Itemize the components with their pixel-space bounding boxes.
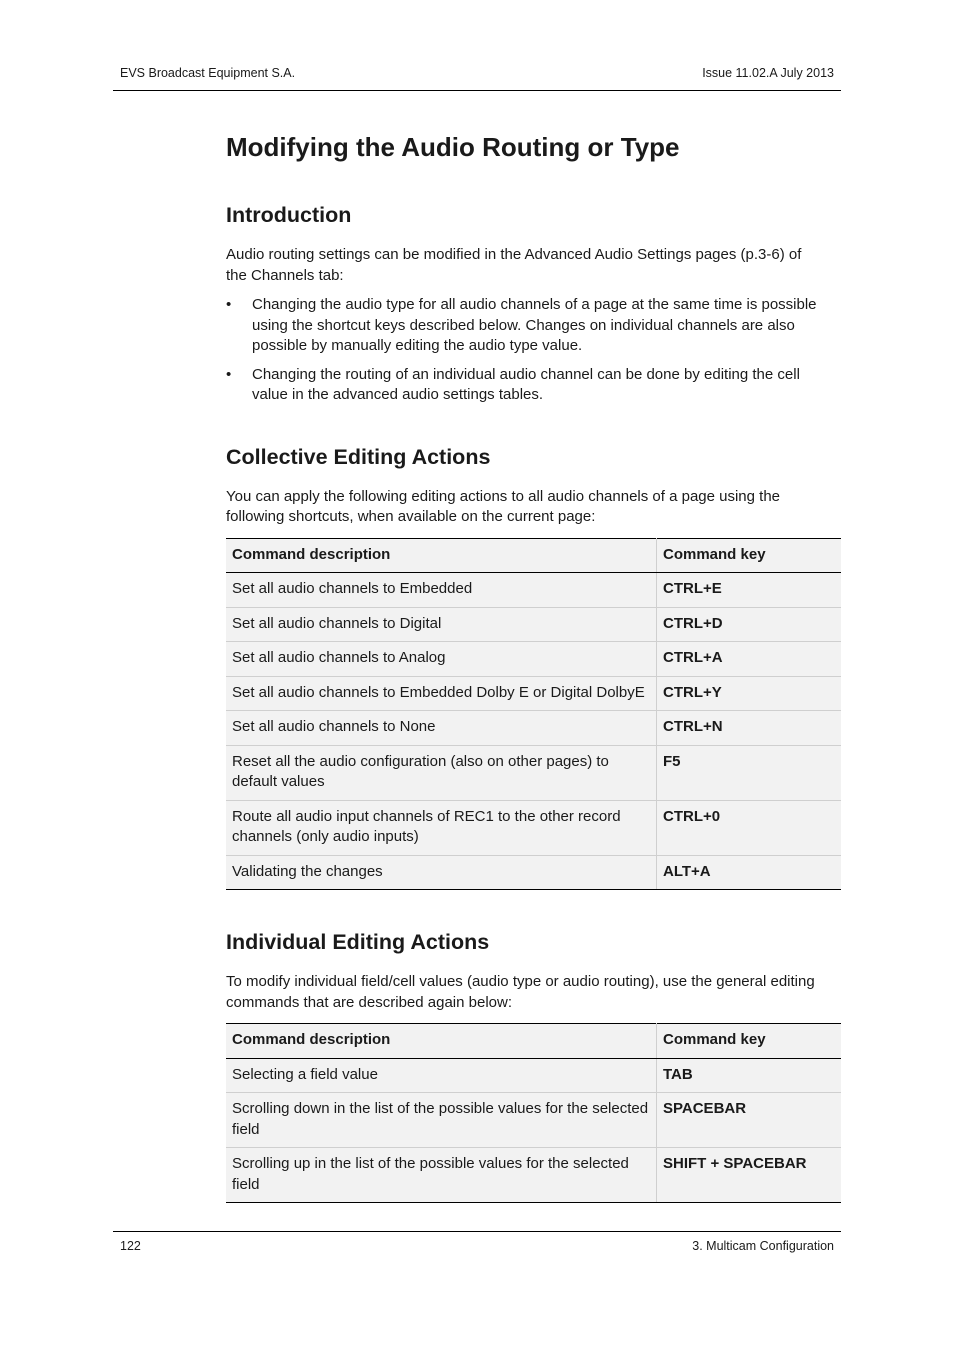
collective-shortcuts-table xyxy=(226,538,841,891)
intro-paragraph: Audio routing settings can be modified in the Advanced Audio Settings pages (p.3-6) of the Channels tab: xyxy=(226,246,802,284)
command-description: Scrolling down in the list of the possible values for the selected field xyxy=(226,1093,657,1148)
command-description: Reset all the audio configuration (also on other pages) to default values xyxy=(226,745,657,800)
command-key: CTRL+A xyxy=(657,642,842,677)
page-number: 122 xyxy=(120,1239,141,1253)
command-description: Route all audio input channels of REC1 to the other record channels (only audio inputs) xyxy=(226,800,657,855)
list-item xyxy=(226,365,832,406)
table-header-row xyxy=(226,538,841,573)
header-company: EVS Broadcast Equipment S.A. xyxy=(120,66,296,80)
command-key: TAB xyxy=(657,1058,842,1093)
page-header xyxy=(113,60,841,91)
column-header-description: Command description xyxy=(226,1024,657,1059)
header-issue: Issue 11.02.A July 2013 xyxy=(702,66,834,80)
command-key: CTRL+D xyxy=(657,607,842,642)
command-key: CTRL+N xyxy=(657,711,842,746)
table-row xyxy=(226,745,841,800)
table-row xyxy=(226,607,841,642)
page-title: Modifying the Audio Routing or Type xyxy=(226,132,680,162)
command-description: Validating the changes xyxy=(226,855,657,890)
command-key: ALT+A xyxy=(657,855,842,890)
bullet-text: Changing the routing of an individual audio channel can be done by editing the cell value in the advanced audio settings tables. xyxy=(252,365,800,403)
command-key: CTRL+E xyxy=(657,573,842,608)
individual-heading: Individual Editing Actions xyxy=(226,930,490,954)
table-row xyxy=(226,573,841,608)
list-item xyxy=(226,295,832,357)
table-row xyxy=(226,855,841,890)
individual-shortcuts-table xyxy=(226,1023,841,1203)
command-key: F5 xyxy=(657,745,842,800)
table-row xyxy=(226,642,841,677)
collective-paragraph: You can apply the following editing actions to all audio channels of a page using the following shortcuts, when available on the current page: xyxy=(226,487,781,525)
column-header-description: Command description xyxy=(226,538,657,573)
table-row xyxy=(226,800,841,855)
intro-bullet-list xyxy=(226,295,841,406)
table-row xyxy=(226,1093,841,1148)
column-header-key: Command key xyxy=(657,1024,842,1059)
command-key: SHIFT + SPACEBAR xyxy=(657,1148,842,1203)
command-description: Set all audio channels to Embedded xyxy=(226,573,657,608)
bullet-glyph: • xyxy=(226,296,232,313)
table-row xyxy=(226,1148,841,1203)
column-header-key: Command key xyxy=(657,538,842,573)
command-description: Selecting a field value xyxy=(226,1058,657,1093)
collective-heading: Collective Editing Actions xyxy=(226,444,491,469)
page-content xyxy=(226,125,841,1203)
command-description: Set all audio channels to Embedded Dolby E or Digital DolbyE xyxy=(226,676,657,711)
bullet-glyph: • xyxy=(226,365,232,383)
command-key: CTRL+Y xyxy=(657,676,842,711)
command-description: Set all audio channels to Digital xyxy=(226,607,657,642)
page-footer xyxy=(113,1231,841,1253)
command-key: CTRL+0 xyxy=(657,800,842,855)
bullet-text: Changing the audio type for all audio channels of a page at the same time is possible using the shortcut keys described below. Changes on individual channels are also possible by manually editing the audio type value. xyxy=(252,296,817,354)
intro-heading: Introduction xyxy=(226,203,352,227)
command-description: Scrolling up in the list of the possible values for the selected field xyxy=(226,1148,657,1203)
individual-paragraph: To modify individual field/cell values (audio type or audio routing), use the general editing commands that are described again below: xyxy=(226,973,815,1011)
table-row xyxy=(226,1058,841,1093)
table-row xyxy=(226,711,841,746)
command-description: Set all audio channels to Analog xyxy=(226,642,657,677)
table-header-row xyxy=(226,1024,841,1059)
chapter-name: 3. Multicam Configuration xyxy=(692,1239,834,1253)
command-description: Set all audio channels to None xyxy=(226,711,657,746)
command-key: SPACEBAR xyxy=(657,1093,842,1148)
table-row xyxy=(226,676,841,711)
